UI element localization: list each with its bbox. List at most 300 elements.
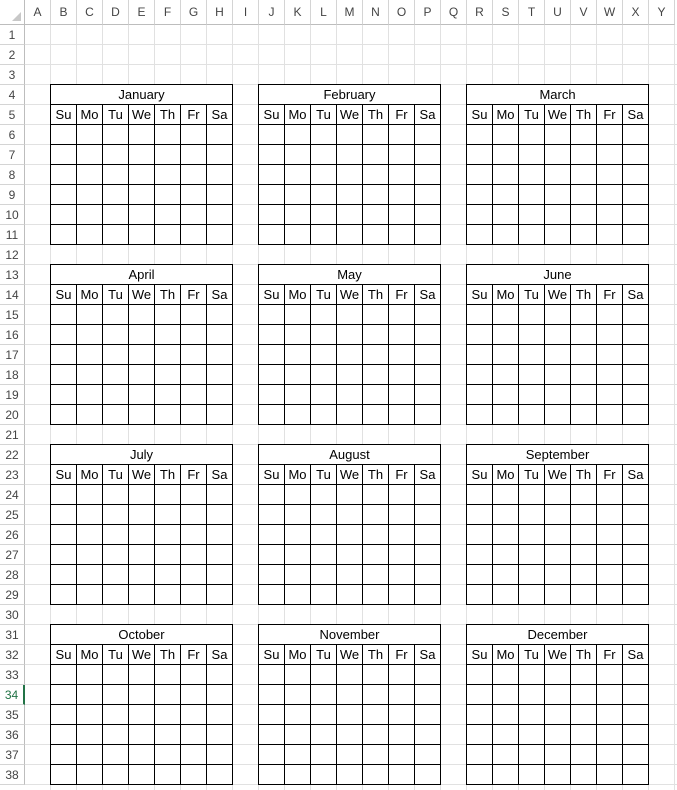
date-cell[interactable]: [467, 365, 493, 385]
date-cell[interactable]: [129, 685, 155, 705]
date-cell[interactable]: [181, 745, 207, 765]
date-cell[interactable]: [493, 485, 519, 505]
date-cell[interactable]: [467, 225, 493, 245]
date-cell[interactable]: [129, 365, 155, 385]
date-cell[interactable]: [337, 305, 363, 325]
date-cell[interactable]: [207, 185, 232, 205]
date-cell[interactable]: [519, 585, 545, 605]
date-cell[interactable]: [129, 185, 155, 205]
date-cell[interactable]: [337, 765, 363, 785]
date-cell[interactable]: [207, 125, 232, 145]
date-cell[interactable]: [623, 305, 648, 325]
date-cell[interactable]: [493, 545, 519, 565]
date-cell[interactable]: [337, 365, 363, 385]
date-cell[interactable]: [467, 345, 493, 365]
date-cell[interactable]: [337, 505, 363, 525]
date-cell[interactable]: [285, 345, 311, 365]
date-cell[interactable]: [103, 505, 129, 525]
date-cell[interactable]: [415, 545, 440, 565]
date-cell[interactable]: [363, 305, 389, 325]
date-cell[interactable]: [623, 225, 648, 245]
date-cell[interactable]: [77, 325, 103, 345]
date-cell[interactable]: [207, 665, 232, 685]
date-cell[interactable]: [207, 585, 232, 605]
date-cell[interactable]: [181, 565, 207, 585]
row-header-20[interactable]: 20: [0, 405, 25, 425]
date-cell[interactable]: [571, 525, 597, 545]
date-cell[interactable]: [571, 165, 597, 185]
date-cell[interactable]: [129, 325, 155, 345]
date-cell[interactable]: [285, 405, 311, 425]
date-cell[interactable]: [77, 185, 103, 205]
date-cell[interactable]: [545, 385, 571, 405]
date-cell[interactable]: [103, 765, 129, 785]
date-cell[interactable]: [181, 165, 207, 185]
date-cell[interactable]: [259, 125, 285, 145]
date-cell[interactable]: [259, 485, 285, 505]
date-cell[interactable]: [493, 165, 519, 185]
date-cell[interactable]: [285, 165, 311, 185]
date-cell[interactable]: [103, 685, 129, 705]
date-cell[interactable]: [103, 125, 129, 145]
date-cell[interactable]: [363, 725, 389, 745]
date-cell[interactable]: [493, 525, 519, 545]
select-all-corner[interactable]: [0, 0, 25, 25]
row-header-37[interactable]: 37: [0, 745, 25, 765]
date-cell[interactable]: [77, 585, 103, 605]
date-cell[interactable]: [571, 345, 597, 365]
date-cell[interactable]: [155, 665, 181, 685]
date-cell[interactable]: [259, 325, 285, 345]
date-cell[interactable]: [51, 665, 77, 685]
date-cell[interactable]: [337, 205, 363, 225]
row-header-15[interactable]: 15: [0, 305, 25, 325]
date-cell[interactable]: [545, 765, 571, 785]
date-cell[interactable]: [389, 485, 415, 505]
date-cell[interactable]: [337, 325, 363, 345]
date-cell[interactable]: [467, 165, 493, 185]
row-header-6[interactable]: 6: [0, 125, 25, 145]
date-cell[interactable]: [571, 585, 597, 605]
date-cell[interactable]: [519, 725, 545, 745]
date-cell[interactable]: [545, 565, 571, 585]
date-cell[interactable]: [77, 205, 103, 225]
date-cell[interactable]: [129, 525, 155, 545]
date-cell[interactable]: [415, 505, 440, 525]
date-cell[interactable]: [155, 765, 181, 785]
date-cell[interactable]: [571, 145, 597, 165]
date-cell[interactable]: [285, 325, 311, 345]
date-cell[interactable]: [493, 345, 519, 365]
date-cell[interactable]: [103, 525, 129, 545]
row-header-7[interactable]: 7: [0, 145, 25, 165]
date-cell[interactable]: [155, 165, 181, 185]
row-header-16[interactable]: 16: [0, 325, 25, 345]
date-cell[interactable]: [51, 585, 77, 605]
date-cell[interactable]: [285, 725, 311, 745]
date-cell[interactable]: [77, 545, 103, 565]
column-header-m[interactable]: M: [337, 0, 363, 25]
date-cell[interactable]: [337, 545, 363, 565]
date-cell[interactable]: [597, 405, 623, 425]
date-cell[interactable]: [467, 145, 493, 165]
row-header-10[interactable]: 10: [0, 205, 25, 225]
date-cell[interactable]: [467, 405, 493, 425]
date-cell[interactable]: [597, 325, 623, 345]
date-cell[interactable]: [571, 365, 597, 385]
date-cell[interactable]: [623, 165, 648, 185]
date-cell[interactable]: [415, 145, 440, 165]
date-cell[interactable]: [285, 185, 311, 205]
row-header-30[interactable]: 30: [0, 605, 25, 625]
date-cell[interactable]: [181, 765, 207, 785]
date-cell[interactable]: [129, 565, 155, 585]
date-cell[interactable]: [571, 205, 597, 225]
row-header-24[interactable]: 24: [0, 485, 25, 505]
date-cell[interactable]: [103, 725, 129, 745]
date-cell[interactable]: [597, 125, 623, 145]
date-cell[interactable]: [77, 485, 103, 505]
date-cell[interactable]: [389, 705, 415, 725]
date-cell[interactable]: [207, 225, 232, 245]
date-cell[interactable]: [519, 385, 545, 405]
date-cell[interactable]: [51, 705, 77, 725]
date-cell[interactable]: [415, 665, 440, 685]
date-cell[interactable]: [103, 385, 129, 405]
date-cell[interactable]: [51, 365, 77, 385]
date-cell[interactable]: [545, 345, 571, 365]
date-cell[interactable]: [103, 545, 129, 565]
date-cell[interactable]: [363, 745, 389, 765]
date-cell[interactable]: [311, 505, 337, 525]
date-cell[interactable]: [415, 345, 440, 365]
date-cell[interactable]: [363, 165, 389, 185]
date-cell[interactable]: [259, 145, 285, 165]
date-cell[interactable]: [571, 185, 597, 205]
date-cell[interactable]: [129, 125, 155, 145]
date-cell[interactable]: [51, 685, 77, 705]
date-cell[interactable]: [571, 305, 597, 325]
date-cell[interactable]: [493, 765, 519, 785]
date-cell[interactable]: [493, 505, 519, 525]
date-cell[interactable]: [181, 585, 207, 605]
row-header-21[interactable]: 21: [0, 425, 25, 445]
date-cell[interactable]: [285, 145, 311, 165]
date-cell[interactable]: [571, 125, 597, 145]
date-cell[interactable]: [51, 545, 77, 565]
date-cell[interactable]: [389, 125, 415, 145]
date-cell[interactable]: [545, 705, 571, 725]
date-cell[interactable]: [259, 665, 285, 685]
date-cell[interactable]: [519, 665, 545, 685]
date-cell[interactable]: [181, 405, 207, 425]
date-cell[interactable]: [129, 505, 155, 525]
row-header-3[interactable]: 3: [0, 65, 25, 85]
date-cell[interactable]: [337, 345, 363, 365]
date-cell[interactable]: [77, 405, 103, 425]
date-cell[interactable]: [51, 225, 77, 245]
date-cell[interactable]: [181, 185, 207, 205]
date-cell[interactable]: [467, 765, 493, 785]
date-cell[interactable]: [259, 365, 285, 385]
date-cell[interactable]: [545, 525, 571, 545]
date-cell[interactable]: [545, 665, 571, 685]
column-header-w[interactable]: W: [597, 0, 623, 25]
date-cell[interactable]: [597, 565, 623, 585]
date-cell[interactable]: [623, 565, 648, 585]
date-cell[interactable]: [597, 585, 623, 605]
date-cell[interactable]: [311, 125, 337, 145]
column-header-p[interactable]: P: [415, 0, 441, 25]
date-cell[interactable]: [623, 505, 648, 525]
column-header-x[interactable]: X: [623, 0, 649, 25]
date-cell[interactable]: [259, 745, 285, 765]
date-cell[interactable]: [285, 545, 311, 565]
date-cell[interactable]: [77, 385, 103, 405]
date-cell[interactable]: [259, 345, 285, 365]
date-cell[interactable]: [363, 685, 389, 705]
date-cell[interactable]: [389, 725, 415, 745]
date-cell[interactable]: [467, 525, 493, 545]
date-cell[interactable]: [207, 345, 232, 365]
column-header-o[interactable]: O: [389, 0, 415, 25]
date-cell[interactable]: [129, 725, 155, 745]
date-cell[interactable]: [311, 305, 337, 325]
date-cell[interactable]: [519, 705, 545, 725]
date-cell[interactable]: [129, 485, 155, 505]
date-cell[interactable]: [519, 505, 545, 525]
date-cell[interactable]: [467, 745, 493, 765]
date-cell[interactable]: [467, 185, 493, 205]
date-cell[interactable]: [519, 525, 545, 545]
date-cell[interactable]: [389, 365, 415, 385]
row-header-27[interactable]: 27: [0, 545, 25, 565]
date-cell[interactable]: [623, 665, 648, 685]
date-cell[interactable]: [259, 525, 285, 545]
date-cell[interactable]: [285, 225, 311, 245]
row-header-17[interactable]: 17: [0, 345, 25, 365]
date-cell[interactable]: [285, 485, 311, 505]
date-cell[interactable]: [259, 205, 285, 225]
date-cell[interactable]: [415, 385, 440, 405]
date-cell[interactable]: [597, 545, 623, 565]
date-cell[interactable]: [545, 485, 571, 505]
date-cell[interactable]: [77, 525, 103, 545]
column-header-y[interactable]: Y: [649, 0, 675, 25]
date-cell[interactable]: [389, 585, 415, 605]
date-cell[interactable]: [623, 345, 648, 365]
row-header-26[interactable]: 26: [0, 525, 25, 545]
date-cell[interactable]: [545, 145, 571, 165]
date-cell[interactable]: [597, 185, 623, 205]
date-cell[interactable]: [103, 305, 129, 325]
date-cell[interactable]: [519, 225, 545, 245]
date-cell[interactable]: [155, 145, 181, 165]
date-cell[interactable]: [337, 405, 363, 425]
date-cell[interactable]: [415, 565, 440, 585]
date-cell[interactable]: [181, 385, 207, 405]
date-cell[interactable]: [467, 485, 493, 505]
date-cell[interactable]: [207, 705, 232, 725]
date-cell[interactable]: [415, 685, 440, 705]
date-cell[interactable]: [363, 185, 389, 205]
date-cell[interactable]: [415, 185, 440, 205]
date-cell[interactable]: [155, 505, 181, 525]
date-cell[interactable]: [285, 365, 311, 385]
date-cell[interactable]: [623, 125, 648, 145]
column-header-c[interactable]: C: [77, 0, 103, 25]
date-cell[interactable]: [51, 405, 77, 425]
date-cell[interactable]: [493, 565, 519, 585]
date-cell[interactable]: [129, 205, 155, 225]
date-cell[interactable]: [311, 485, 337, 505]
date-cell[interactable]: [363, 385, 389, 405]
date-cell[interactable]: [337, 165, 363, 185]
date-cell[interactable]: [207, 525, 232, 545]
date-cell[interactable]: [311, 365, 337, 385]
date-cell[interactable]: [571, 325, 597, 345]
date-cell[interactable]: [51, 205, 77, 225]
date-cell[interactable]: [337, 125, 363, 145]
date-cell[interactable]: [103, 565, 129, 585]
date-cell[interactable]: [337, 385, 363, 405]
date-cell[interactable]: [519, 405, 545, 425]
date-cell[interactable]: [155, 365, 181, 385]
date-cell[interactable]: [103, 325, 129, 345]
date-cell[interactable]: [545, 745, 571, 765]
date-cell[interactable]: [415, 125, 440, 145]
date-cell[interactable]: [363, 765, 389, 785]
date-cell[interactable]: [337, 565, 363, 585]
date-cell[interactable]: [51, 125, 77, 145]
date-cell[interactable]: [415, 765, 440, 785]
date-cell[interactable]: [129, 665, 155, 685]
date-cell[interactable]: [103, 345, 129, 365]
column-header-d[interactable]: D: [103, 0, 129, 25]
date-cell[interactable]: [545, 725, 571, 745]
date-cell[interactable]: [337, 685, 363, 705]
row-header-35[interactable]: 35: [0, 705, 25, 725]
date-cell[interactable]: [415, 725, 440, 745]
row-header-33[interactable]: 33: [0, 665, 25, 685]
date-cell[interactable]: [51, 565, 77, 585]
date-cell[interactable]: [389, 665, 415, 685]
date-cell[interactable]: [259, 305, 285, 325]
date-cell[interactable]: [285, 665, 311, 685]
column-header-h[interactable]: H: [207, 0, 233, 25]
date-cell[interactable]: [311, 665, 337, 685]
date-cell[interactable]: [311, 565, 337, 585]
date-cell[interactable]: [103, 585, 129, 605]
date-cell[interactable]: [519, 145, 545, 165]
date-cell[interactable]: [493, 585, 519, 605]
date-cell[interactable]: [155, 185, 181, 205]
date-cell[interactable]: [311, 745, 337, 765]
date-cell[interactable]: [623, 185, 648, 205]
date-cell[interactable]: [597, 705, 623, 725]
date-cell[interactable]: [77, 165, 103, 185]
date-cell[interactable]: [207, 405, 232, 425]
date-cell[interactable]: [389, 765, 415, 785]
date-cell[interactable]: [181, 205, 207, 225]
date-cell[interactable]: [363, 125, 389, 145]
column-header-j[interactable]: J: [259, 0, 285, 25]
date-cell[interactable]: [493, 205, 519, 225]
date-cell[interactable]: [597, 725, 623, 745]
date-cell[interactable]: [389, 145, 415, 165]
date-cell[interactable]: [519, 745, 545, 765]
date-cell[interactable]: [597, 165, 623, 185]
date-cell[interactable]: [597, 525, 623, 545]
date-cell[interactable]: [571, 765, 597, 785]
date-cell[interactable]: [467, 565, 493, 585]
date-cell[interactable]: [51, 145, 77, 165]
date-cell[interactable]: [623, 705, 648, 725]
date-cell[interactable]: [311, 385, 337, 405]
date-cell[interactable]: [103, 165, 129, 185]
date-cell[interactable]: [155, 525, 181, 545]
date-cell[interactable]: [129, 585, 155, 605]
date-cell[interactable]: [155, 585, 181, 605]
date-cell[interactable]: [363, 545, 389, 565]
date-cell[interactable]: [181, 345, 207, 365]
date-cell[interactable]: [155, 125, 181, 145]
date-cell[interactable]: [103, 225, 129, 245]
date-cell[interactable]: [259, 225, 285, 245]
date-cell[interactable]: [415, 745, 440, 765]
date-cell[interactable]: [129, 345, 155, 365]
date-cell[interactable]: [493, 385, 519, 405]
date-cell[interactable]: [363, 525, 389, 545]
row-header-31[interactable]: 31: [0, 625, 25, 645]
date-cell[interactable]: [129, 765, 155, 785]
date-cell[interactable]: [77, 505, 103, 525]
row-header-14[interactable]: 14: [0, 285, 25, 305]
date-cell[interactable]: [389, 165, 415, 185]
date-cell[interactable]: [51, 765, 77, 785]
date-cell[interactable]: [597, 345, 623, 365]
date-cell[interactable]: [363, 585, 389, 605]
column-header-a[interactable]: A: [25, 0, 51, 25]
date-cell[interactable]: [519, 765, 545, 785]
date-cell[interactable]: [51, 325, 77, 345]
date-cell[interactable]: [415, 205, 440, 225]
date-cell[interactable]: [77, 725, 103, 745]
date-cell[interactable]: [77, 225, 103, 245]
date-cell[interactable]: [103, 705, 129, 725]
date-cell[interactable]: [571, 745, 597, 765]
date-cell[interactable]: [389, 545, 415, 565]
row-header-34[interactable]: 34: [0, 685, 25, 705]
date-cell[interactable]: [493, 225, 519, 245]
date-cell[interactable]: [155, 485, 181, 505]
row-header-29[interactable]: 29: [0, 585, 25, 605]
column-header-f[interactable]: F: [155, 0, 181, 25]
date-cell[interactable]: [77, 745, 103, 765]
date-cell[interactable]: [415, 705, 440, 725]
date-cell[interactable]: [311, 545, 337, 565]
date-cell[interactable]: [207, 685, 232, 705]
date-cell[interactable]: [311, 165, 337, 185]
date-cell[interactable]: [415, 525, 440, 545]
date-cell[interactable]: [623, 725, 648, 745]
date-cell[interactable]: [571, 705, 597, 725]
date-cell[interactable]: [389, 565, 415, 585]
row-header-28[interactable]: 28: [0, 565, 25, 585]
date-cell[interactable]: [519, 345, 545, 365]
date-cell[interactable]: [597, 205, 623, 225]
date-cell[interactable]: [311, 685, 337, 705]
